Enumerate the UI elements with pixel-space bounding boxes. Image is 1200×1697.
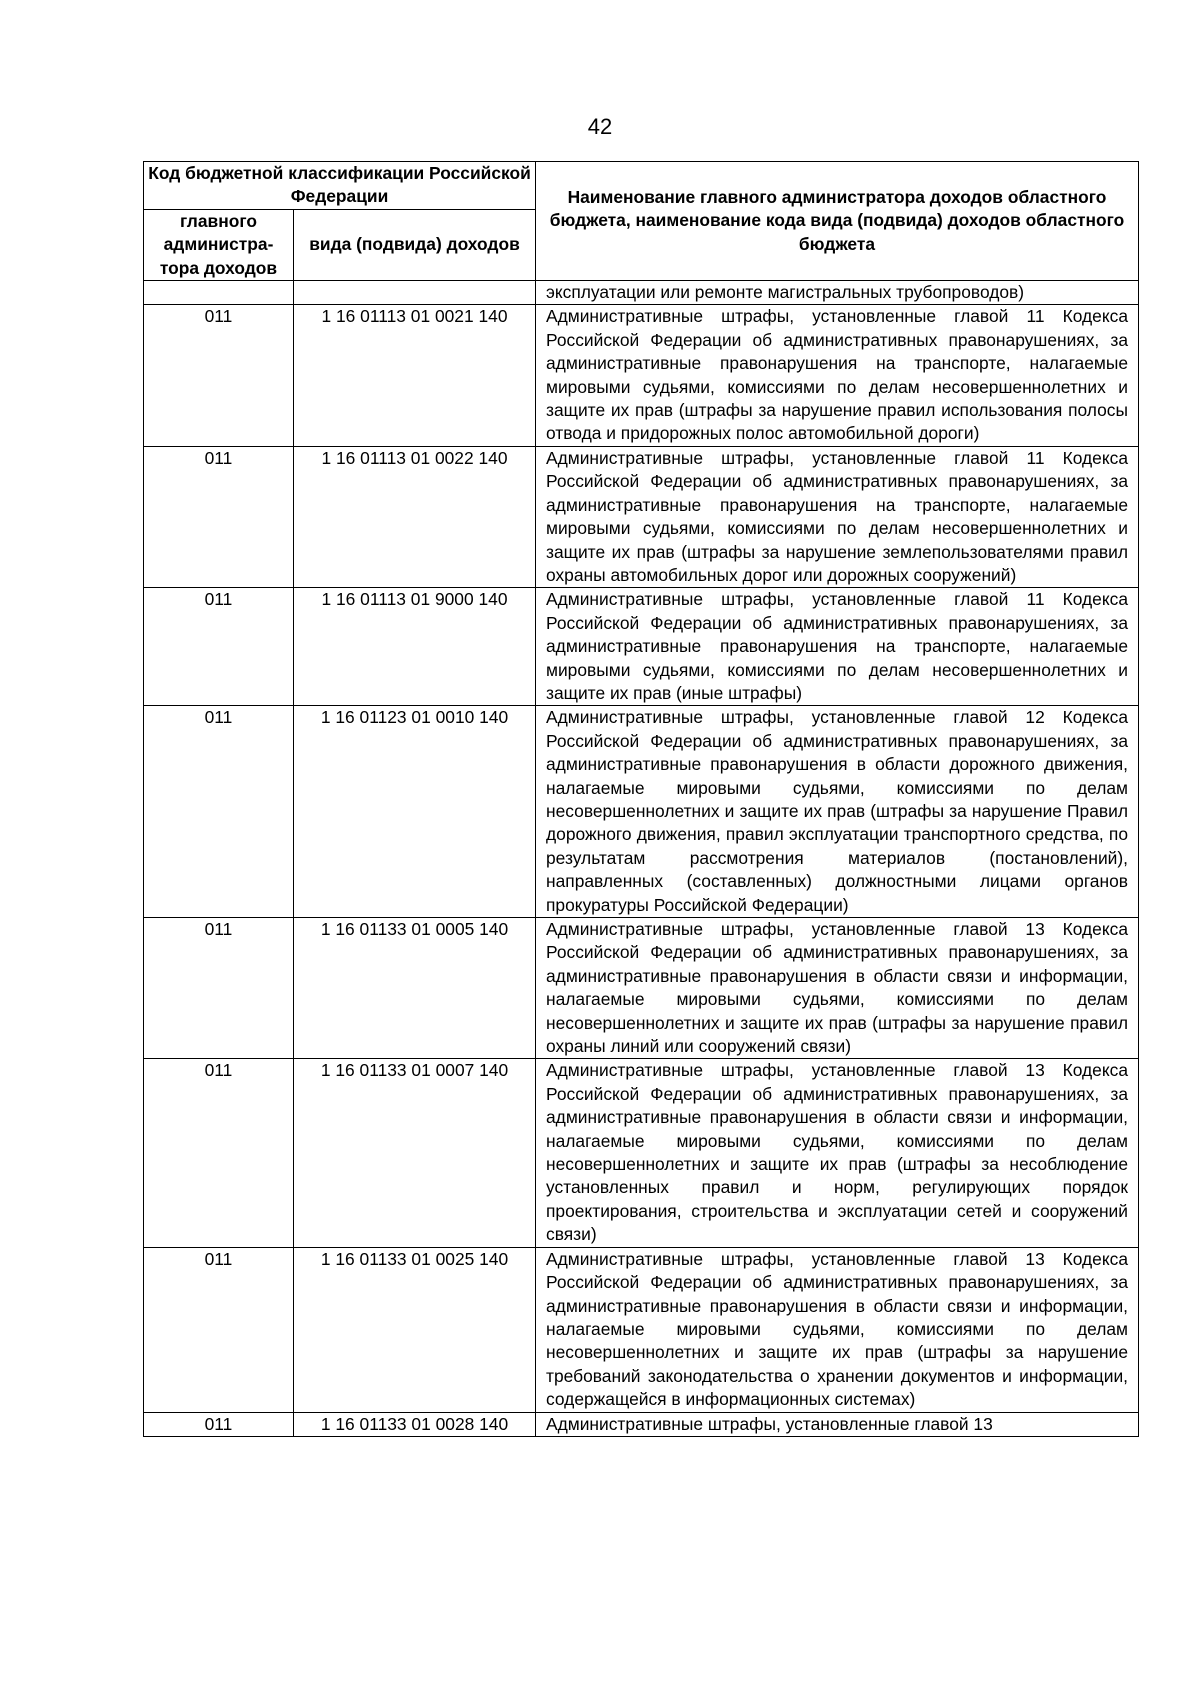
admin-code-cell: 011 xyxy=(144,588,294,706)
admin-code-cell: 011 xyxy=(144,706,294,918)
admin-code-cell: 011 xyxy=(144,1247,294,1412)
table-row xyxy=(144,918,1139,1059)
header-name: Наименование главного администратора доходов областного бюджета, наименование кода вида (подвида) доходов областного бюджета xyxy=(536,162,1139,281)
table-row xyxy=(144,1412,1139,1436)
table-row xyxy=(144,281,1139,305)
income-name-cell: эксплуатации или ремонте магистральных трубопроводов) xyxy=(536,281,1139,305)
income-name-cell: Административные штрафы, установленные главой 13 Кодекса Российской Федерации об административных правонарушениях, за административные правонарушения в области связи и информации, налагаемые мировыми судьями, комиссиями по делам несовершеннолетних и защите их прав (штрафы за нарушение правил охраны линий или сооружений связи) xyxy=(536,918,1139,1059)
admin-code-cell: 011 xyxy=(144,1412,294,1436)
income-code-cell: 1 16 01113 01 9000 140 xyxy=(294,588,536,706)
table-row xyxy=(144,446,1139,587)
income-name-cell: Административные штрафы, установленные главой 13 xyxy=(536,1412,1139,1436)
admin-code-cell: 011 xyxy=(144,446,294,587)
table-body xyxy=(144,281,1139,1437)
table-row xyxy=(144,305,1139,446)
header-main-administrator: главного администра-тора доходов xyxy=(144,209,294,280)
income-code-cell: 1 16 01133 01 0025 140 xyxy=(294,1247,536,1412)
income-code-cell: 1 16 01133 01 0028 140 xyxy=(294,1412,536,1436)
admin-code-cell: 011 xyxy=(144,918,294,1059)
income-code-cell xyxy=(294,281,536,305)
table-row xyxy=(144,588,1139,706)
budget-classification-table xyxy=(143,161,1139,1437)
income-code-cell: 1 16 01133 01 0005 140 xyxy=(294,918,536,1059)
header-income-kind: вида (подвида) доходов xyxy=(294,209,536,280)
income-code-cell: 1 16 01113 01 0022 140 xyxy=(294,446,536,587)
admin-code-cell xyxy=(144,281,294,305)
income-name-cell: Административные штрафы, установленные главой 11 Кодекса Российской Федерации об административных правонарушениях, за административные правонарушения на транспорте, налагаемые мировыми судьями, комиссиями по делам несовершеннолетних и защите их прав (иные штрафы) xyxy=(536,588,1139,706)
header-classification-code: Код бюджетной классификации Российской Федерации xyxy=(144,162,536,210)
income-code-cell: 1 16 01113 01 0021 140 xyxy=(294,305,536,446)
admin-code-cell: 011 xyxy=(144,305,294,446)
admin-code-cell: 011 xyxy=(144,1059,294,1247)
income-code-cell: 1 16 01123 01 0010 140 xyxy=(294,706,536,918)
table-row xyxy=(144,1247,1139,1412)
income-name-cell: Административные штрафы, установленные главой 13 Кодекса Российской Федерации об административных правонарушениях, за административные правонарушения в области связи и информации, налагаемые мировыми судьями, комиссиями по делам несовершеннолетних и защите их прав (штрафы за несоблюдение установленных правил и норм, регулирующих порядок проектирования, строительства и эксплуатации сетей и сооружений связи) xyxy=(536,1059,1139,1247)
page-number: 42 xyxy=(587,114,613,139)
income-name-cell: Административные штрафы, установленные главой 11 Кодекса Российской Федерации об административных правонарушениях, за административные правонарушения на транспорте, налагаемые мировыми судьями, комиссиями по делам несовершеннолетних и защите их прав (штрафы за нарушение правил использования полосы отвода и придорожных полос автомобильной дороги) xyxy=(536,305,1139,446)
table-row xyxy=(144,706,1139,918)
income-name-cell: Административные штрафы, установленные главой 11 Кодекса Российской Федерации об административных правонарушениях, за административные правонарушения на транспорте, налагаемые мировыми судьями, комиссиями по делам несовершеннолетних и защите их прав (штрафы за нарушение землепользователями правил охраны автомобильных дорог или дорожных сооружений) xyxy=(536,446,1139,587)
income-code-cell: 1 16 01133 01 0007 140 xyxy=(294,1059,536,1247)
income-name-cell: Административные штрафы, установленные главой 12 Кодекса Российской Федерации об административных правонарушениях, за административные правонарушения в области дорожного движения, налагаемые мировыми судьями, комиссиями по делам несовершеннолетних и защите их прав (штрафы за нарушение Правил дорожного движения, правил эксплуатации транспортного средства, по результатам рассмотрения материалов (постановлений), направленных (составленных) должностными лицами органов прокуратуры Российской Федерации) xyxy=(536,706,1139,918)
income-name-cell: Административные штрафы, установленные главой 13 Кодекса Российской Федерации об административных правонарушениях, за административные правонарушения в области связи и информации, налагаемые мировыми судьями, комиссиями по делам несовершеннолетних и защите их прав (штрафы за нарушение требований законодательства о хранении документов и информации, содержащейся в информационных системах) xyxy=(536,1247,1139,1412)
table-row xyxy=(144,1059,1139,1247)
